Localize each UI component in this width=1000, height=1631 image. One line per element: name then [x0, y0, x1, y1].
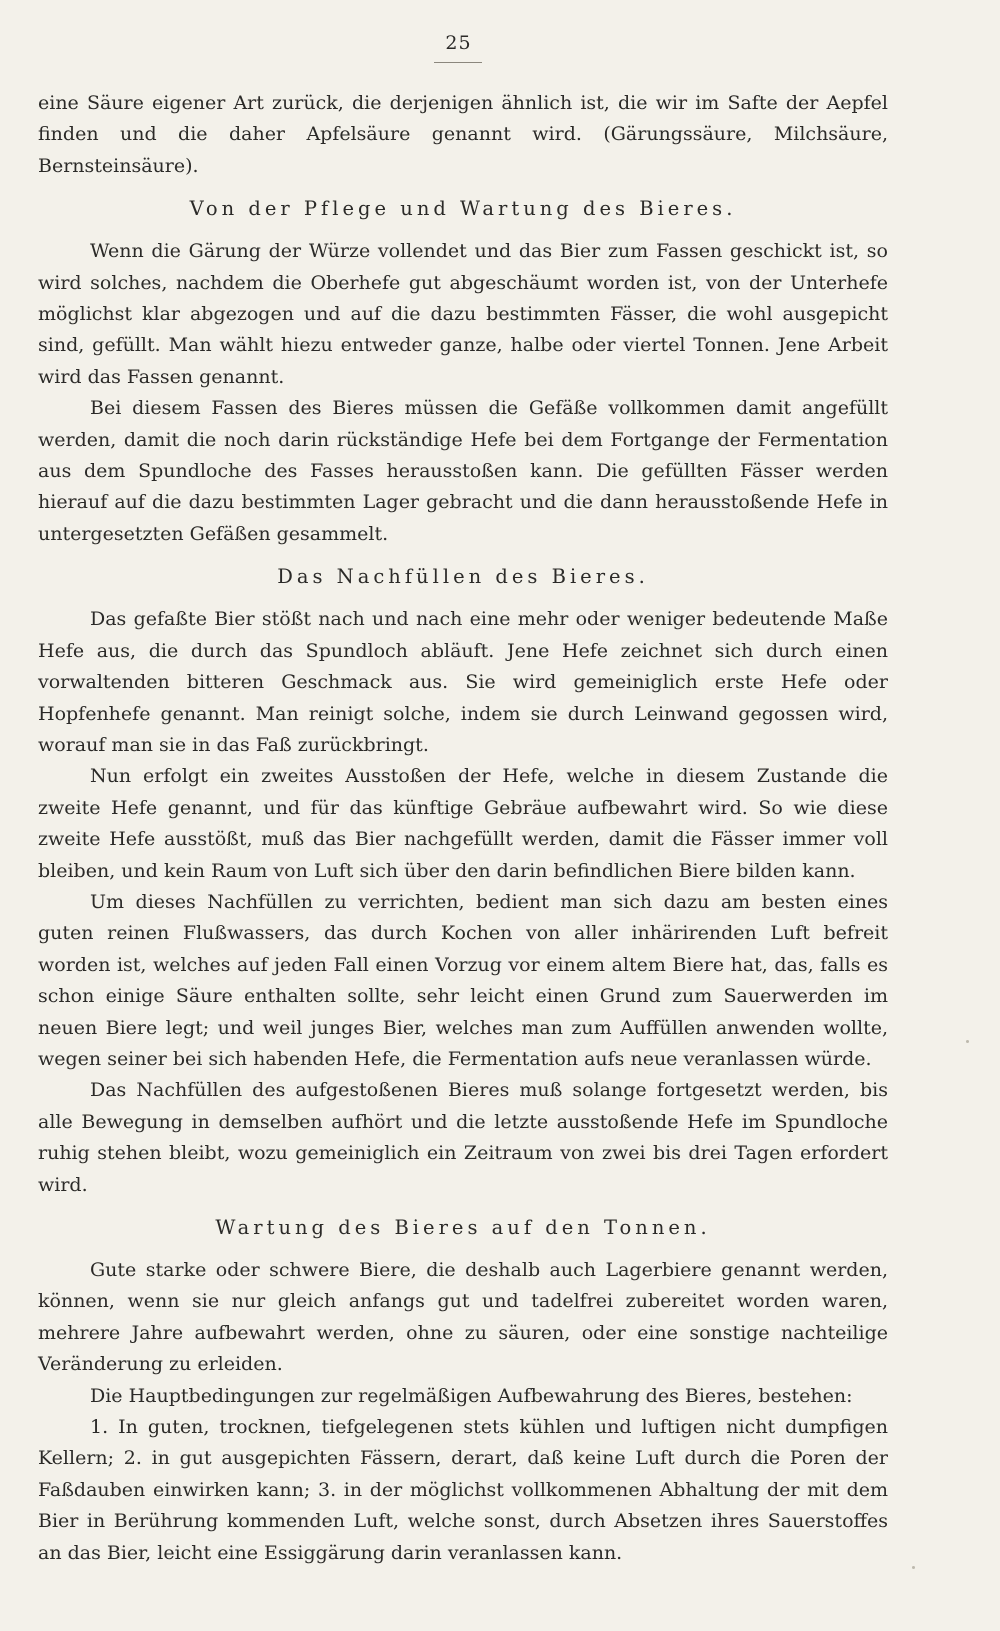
paper-speck — [912, 1566, 915, 1569]
body-text — [38, 88, 888, 1569]
paragraph: Um dieses Nachfüllen zu verrichten, bedient man sich dazu am besten eines guten reinen Flußwassers, das durch Kochen von aller inhärirenden Luft befreit worden ist, welches auf jeden Fall einen Vorzug vor einem altem Biere hat, das, falls es schon einige Säure enthalten sollte, sehr leicht einen Grund zum Sauerwerden im neuen Biere legt; und weil junges Bier, welches man zum Auffüllen anwenden wollte, wegen seiner bei sich habenden Hefe, die Fermentation aufs neue veranlassen würde. — [38, 890, 888, 1070]
section-heading-nachfuellen: Das Nachfüllen des Bieres. — [277, 565, 649, 589]
paragraph: 1. In guten, trocknen, tiefgelegenen stets kühlen und luftigen nicht dumpfigen Kellern; 2. in gut ausgepichten Fässern, derart, daß keine Luft durch die Poren der Faßdauben einwirken kann; 3. in der möglichst vollkommenen Abhaltung der mit dem Bier in Berührung kommenden Luft, welche sonst, durch Absetzen ihres Sauerstoffes an das Bier, leicht eine Essiggärung darin veranlassen kann. — [38, 1416, 888, 1564]
section-heading-pflege: Von der Pflege und Wartung des Bieres. — [189, 197, 737, 221]
paragraph: Das gefaßte Bier stößt nach und nach eine mehr oder weniger bedeutende Maße Hefe aus, die durch das Spundloch abläuft. Jene Hefe zeichnet sich durch einen vorwaltenden bitteren Geschmack aus. Sie wird gemeiniglich erste Hefe oder Hopfenhefe genannt. Man reinigt solche, indem sie durch Leinwand gegossen wird, worauf man sie in das Faß zurückbringt. — [38, 608, 888, 756]
paragraph: Die Hauptbedingungen zur regelmäßigen Aufbewahrung des Bieres, bestehen: — [90, 1384, 853, 1407]
paragraph: Bei diesem Fassen des Bieres müssen die Gefäße vollkommen damit angefüllt werden, damit die noch darin rückständige Hefe bei dem Fortgange der Fermentation aus dem Spundloche des Fasses herausstoßen kann. Die gefüllten Fässer werden hierauf auf die dazu bestimmten Lager gebracht und die dann herausstoßende Hefe in untergesetzten Gefäßen gesammelt. — [38, 397, 888, 545]
paragraph: Wenn die Gärung der Würze vollendet und das Bier zum Fassen geschickt ist, so wird solches, nachdem die Oberhefe gut abgeschäumt worden ist, von der Unterhefe möglichst klar abgezogen und auf die dazu bestimmten Fässer, die wohl ausgepicht sind, gefüllt. Man wählt hiezu entweder ganze, halbe oder viertel Tonnen. Jene Arbeit wird das Fassen genannt. — [38, 240, 888, 388]
paragraph: Das Nachfüllen des aufgestoßenen Bieres muß solange fortgesetzt werden, bis alle Bewegung in demselben aufhört und die letzte ausstoßende Hefe im Spundloche ruhig stehen bleibt, wozu gemeiniglich ein Zeitraum von zwei bis drei Tagen erfordert wird. — [38, 1079, 888, 1196]
section-heading-wartung: Wartung des Bieres auf den Tonnen. — [215, 1216, 711, 1239]
page-number: 25 — [445, 32, 472, 54]
intro-paragraph: eine Säure eigener Art zurück, die derjenigen ähnlich ist, die wir im Safte der Aepfel finden und die daher Apfelsäure genannt wird. (Gärungssäure, Milchsäure, Bernsteinsäure). — [38, 92, 888, 177]
paragraph: Gute starke oder schwere Biere, die deshalb auch Lagerbiere genannt werden, können, wenn sie nur gleich anfangs gut und tadelfrei zubereitet worden waren, mehrere Jahre aufbewahrt werden, ohne zu säuren, oder eine sonstige nachteilige Veränderung zu erleiden. — [38, 1259, 888, 1376]
paper-speck — [966, 1040, 969, 1043]
page-number-rule — [434, 62, 482, 63]
paragraph: Nun erfolgt ein zweites Ausstoßen der Hefe, welche in diesem Zustande die zweite Hefe genannt, und für das künftige Gebräue aufbewahrt wird. So wie diese zweite Hefe ausstößt, muß das Bier nachgefüllt werden, damit die Fässer immer voll bleiben, und kein Raum von Luft sich über den darin befindlichen Biere bilden kann. — [38, 765, 888, 882]
